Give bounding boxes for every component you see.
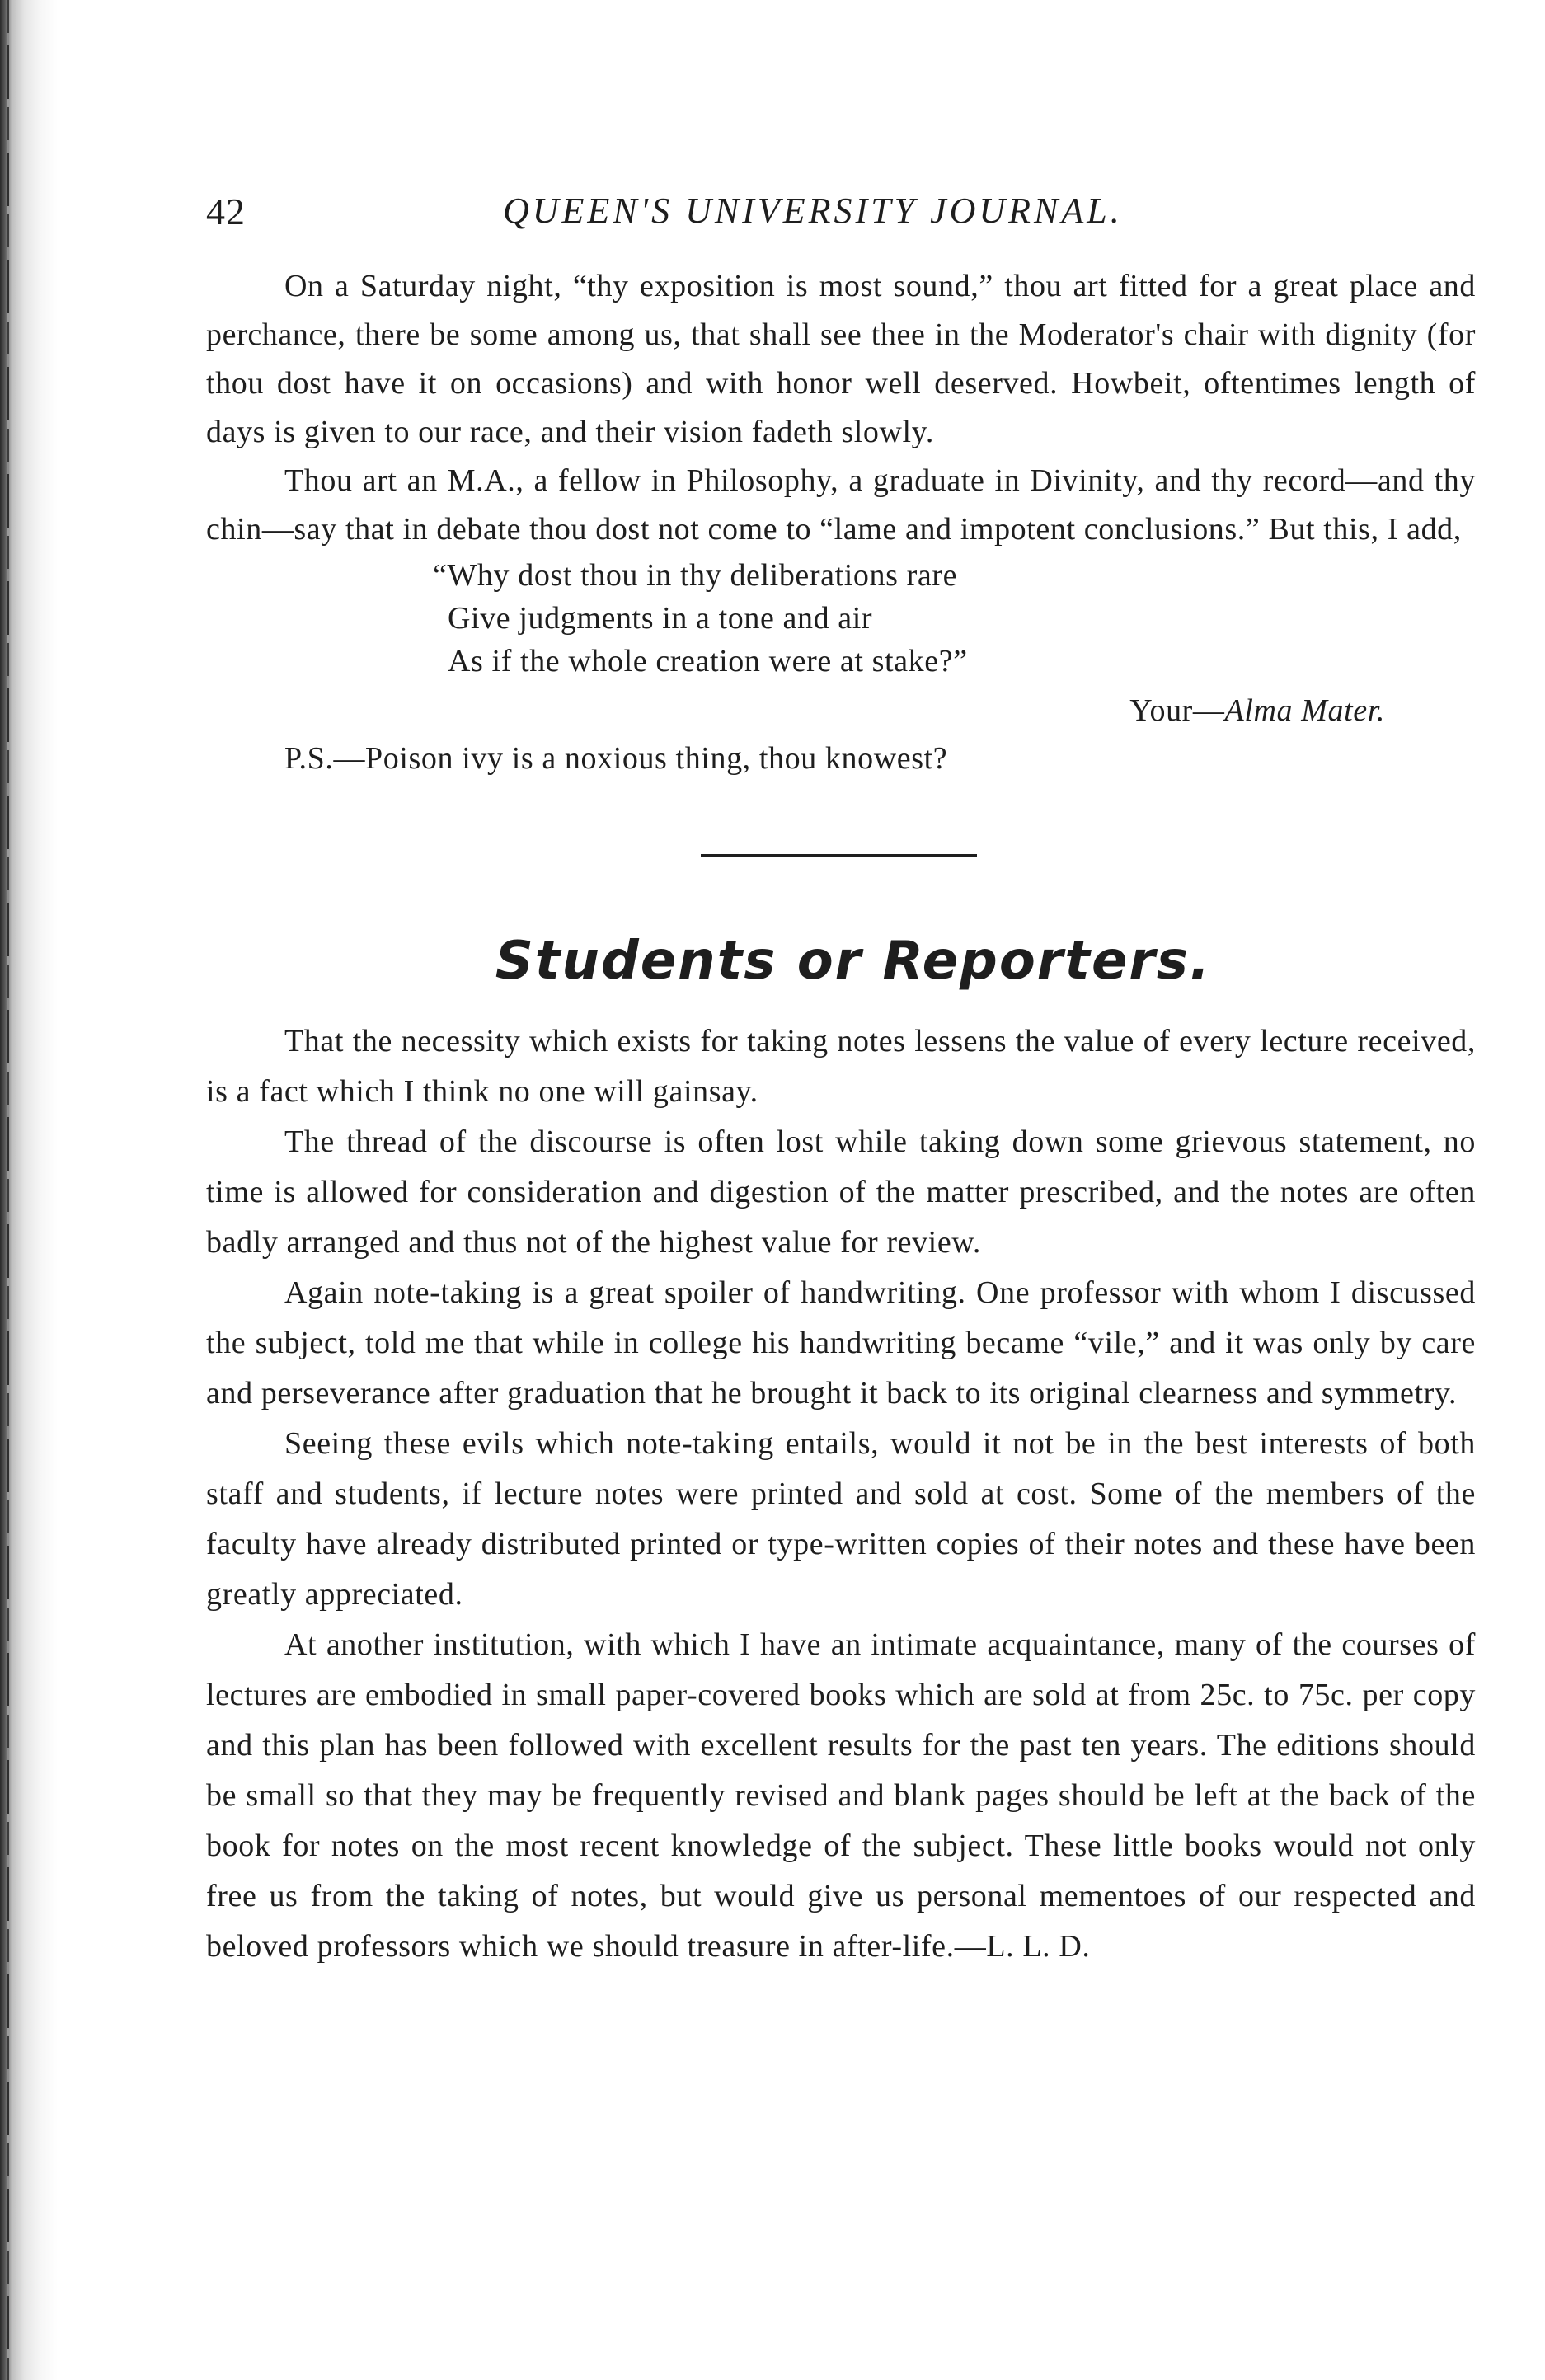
article-paragraph: Seeing these evils which note-taking entails, would it not be in the best interests of both staff and students, if lecture notes were printed and sold at cost. Some of the members of the faculty have already distributed printed or type-written copies of their notes and these have been greatly appreciated. xyxy=(206,1426,1476,1612)
article-title: Students or Reporters. xyxy=(495,931,1212,992)
article-paragraph: At another institution, with which I have an intimate acquaintance, many of the courses of lectures are embodied in small paper-covered books which are sold at from 25c. to 75c. per copy and this plan has been followed with excellent results for the past ten years. The editions should be small so that they may be frequently revised and blank pages should be left at the back of the book for notes on the most recent knowledge of the subject. These little books would not only free us from the taking of notes, but would give us personal mementoes of our respected and beloved professors which we should treasure in after-life.—L. L. D. xyxy=(206,1627,1476,1964)
verse-line: Give judgments in a tone and air xyxy=(448,601,873,636)
postscript: P.S.—Poison ivy is a noxious thing, thou knowest? xyxy=(284,741,948,776)
binding-edge xyxy=(0,0,58,2380)
letter-paragraph: Thou art an M.A., a fellow in Philosophy, a graduate in Divinity, and thy record—and thy chin—say that in debate thou dost not come to “lame and impotent conclusions.” But this, I add, xyxy=(206,463,1476,547)
page xyxy=(206,181,1476,1972)
running-head xyxy=(206,181,1476,239)
article-paragraph: That the necessity which exists for taking notes lessens the value of every lecture received, is a fact which I think no one will gainsay. xyxy=(206,1024,1476,1109)
page-number: 42 xyxy=(206,190,246,232)
article-paragraph: Again note-taking is a great spoiler of handwriting. One professor with whom I discussed the subject, told me that while in college his handwriting became “vile,” and it was only by care and perseverance after graduation that he brought it back to its original clearness and symmetry. xyxy=(206,1275,1476,1411)
section-divider xyxy=(701,854,977,857)
article-paragraph: The thread of the discourse is often lost while taking down some grievous statement, no time is allowed for consideration and digestion of the matter prescribed, and the notes are often badly arranged and thus not of the highest value for review. xyxy=(206,1124,1476,1260)
article-body xyxy=(206,1016,1476,1972)
letter-signature xyxy=(206,688,1385,734)
journal-title: QUEEN'S UNIVERSITY JOURNAL. xyxy=(503,190,1123,231)
letter-section xyxy=(206,262,1476,782)
signature-prefix: Your— xyxy=(1129,693,1225,728)
verse-quote xyxy=(433,554,1476,683)
verse-line: As if the whole creation were at stake?” xyxy=(448,644,968,678)
verse-line: “Why dost thou in thy deliberations rare xyxy=(433,558,958,593)
signature-name: Alma Mater. xyxy=(1224,693,1385,728)
letter-paragraph: On a Saturday night, “thy exposition is most sound,” thou art fitted for a great place and perchance, there be some among us, that shall see thee in the Moderator's chair with dignity (for thou dost have it on occasions) and with honor well deserved. Howbeit, oftentimes length of days is given to our race, and their vision fadeth slowly. xyxy=(206,269,1476,449)
